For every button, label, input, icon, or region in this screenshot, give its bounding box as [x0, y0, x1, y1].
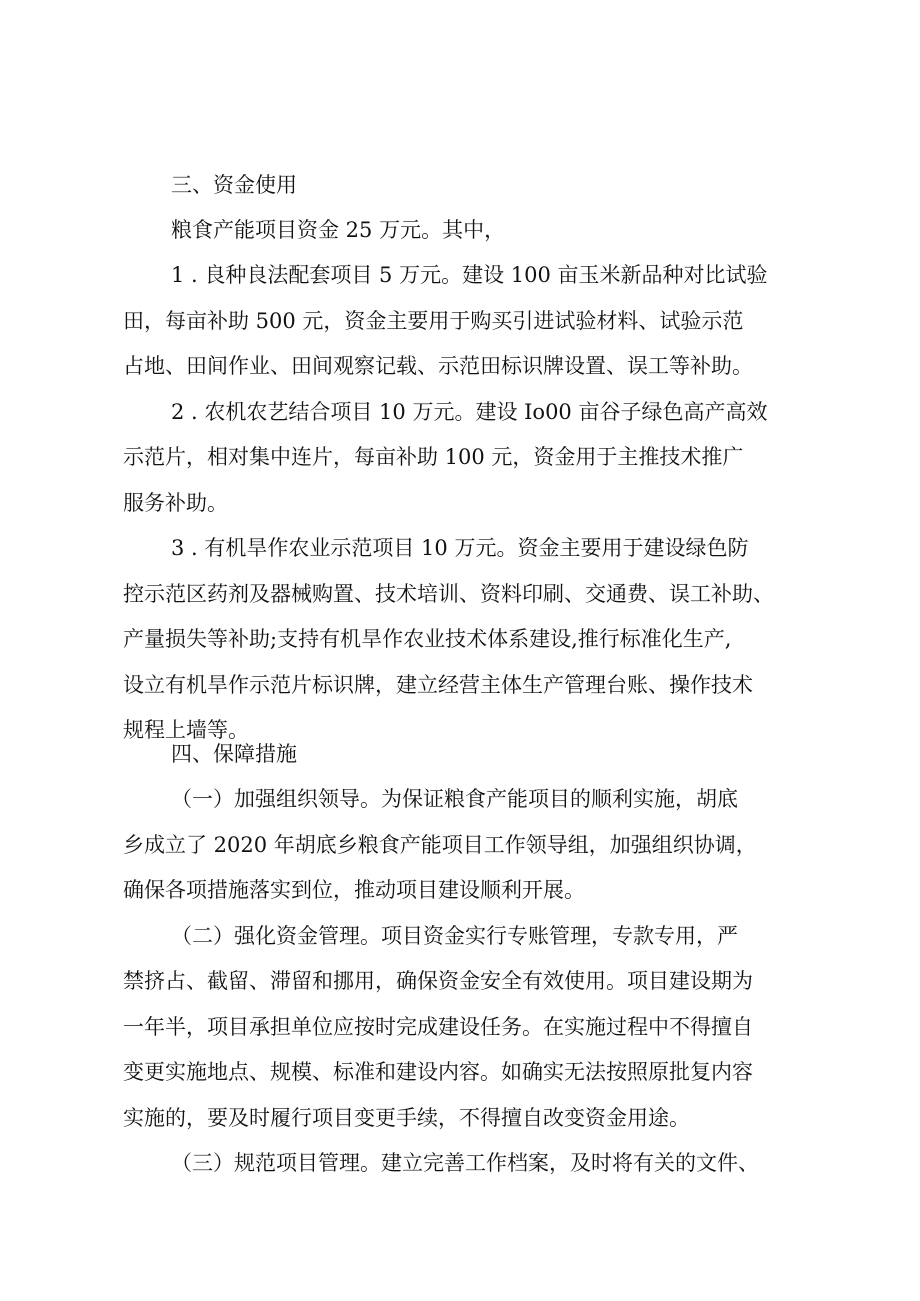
paragraph-line: 服务补助。	[123, 491, 228, 515]
paragraph-line: 1 . 良种良法配套项目 5 万元。建设 100 亩玉米新品种对比试验	[171, 263, 768, 287]
paragraph-line: 乡成立了 2020 年胡底乡粮食产能项目工作领导组，加强组织协调，	[123, 833, 757, 857]
paragraph-line: （二）强化资金管理。项目资金实行专账管理，专款专用，严	[171, 924, 738, 948]
heading-fund-use: 三、资金使用	[171, 173, 297, 197]
paragraph-line: 禁挤占、截留、滞留和挪用，确保资金安全有效使用。项目建设期为	[123, 969, 753, 993]
paragraph-line: 设立有机旱作示范片标识牌，建立经营主体生产管理台账、操作技术	[123, 673, 753, 697]
paragraph-line: 田，每亩补助 500 元，资金主要用于购买引进试验材料、试验示范	[123, 309, 744, 333]
paragraph-line: 3 . 有机旱作农业示范项目 10 万元。资金主要用于建设绿色防	[171, 536, 749, 560]
paragraph-line: （一）加强组织领导。为保证粮食产能项目的顺利实施，胡底	[171, 787, 738, 811]
paragraph-line: 规程上墙等。	[123, 718, 249, 742]
paragraph-line: 实施的，要及时履行项目变更手续，不得擅自改变资金用途。	[123, 1106, 690, 1130]
paragraph-line: 占地、田间作业、田间观察记载、示范田标识牌设置、误工等补助。	[123, 354, 753, 378]
paragraph-line: 确保各项措施落实到位，推动项目建设顺利开展。	[123, 878, 585, 902]
paragraph-line: 变更实施地点、规模、标准和建设内容。如确实无法按照原批复内容	[123, 1060, 753, 1084]
paragraph-line: 产量损失等补助;支持有机旱作农业技术体系建设,推行标准化生产,	[123, 627, 732, 651]
paragraph-line: 2 . 农机农艺结合项目 10 万元。建设 Io00 亩谷子绿色高产高效	[171, 400, 768, 424]
paragraph-line: 一年半，项目承担单位应按时完成建设任务。在实施过程中不得擅自	[123, 1015, 753, 1039]
paragraph-line: （三）规范项目管理。建立完善工作档案，及时将有关的文件、	[171, 1151, 759, 1175]
heading-safeguards: 四、保障措施	[171, 742, 297, 766]
paragraph-line: 示范片，相对集中连片，每亩补助 100 元，资金用于主推技术推广	[123, 445, 744, 469]
paragraph-line: 粮食产能项目资金 25 万元。其中，	[171, 218, 506, 242]
paragraph-line: 控示范区药剂及器械购置、技术培训、资料印刷、交通费、误工补助、	[123, 582, 774, 606]
